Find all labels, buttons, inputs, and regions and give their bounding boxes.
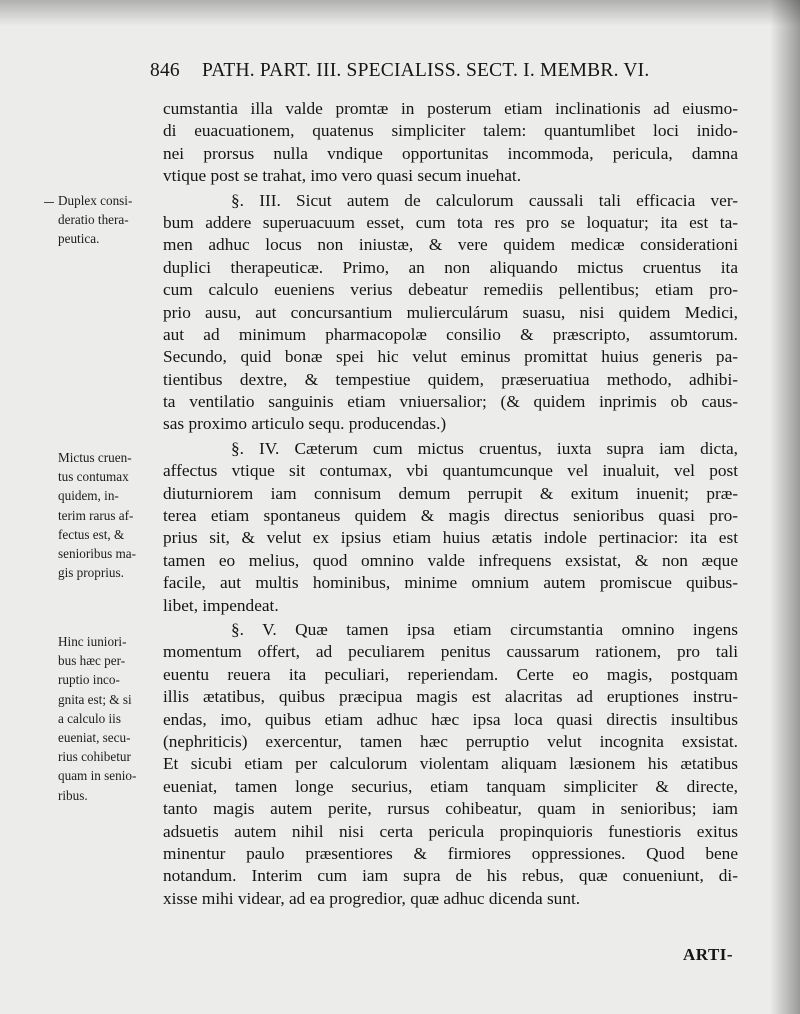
text-line: vtique post se trahat, imo vero quasi secum inuehat. [163, 166, 522, 186]
text-line: Et sicubi etiam per calculorum violentam aliquam læsionem his ætatibus [163, 754, 738, 774]
text-line: di euacuationem, quatenus simpliciter talem: quantumlibet loci inido- [163, 121, 738, 141]
margin-note-iunioribus [58, 632, 163, 805]
margin-note-line: a calculo iis [58, 710, 121, 726]
text-line: nei prorsus nulla vndique opportunitas incommoda, pericula, damna [163, 143, 738, 163]
margin-note-line: Mictus cruen- [58, 450, 132, 465]
text-line: (nephriticis) exercentur, tamen hæc perruptio velut incognita exsistat. [163, 731, 738, 751]
text-line: xisse mihi videar, ad ea progredior, quæ adhuc dicenda sunt. [163, 888, 581, 908]
text-line: men adhuc locus non iniustæ, & vere quidem medicæ considerationi [163, 235, 738, 255]
margin-note-line: tus contumax [58, 469, 129, 485]
text-line: libet, impendeat. [163, 595, 279, 615]
text-line: prius sit, & velut ex ipsius etiam huius ætatis indole pertinacior: ita est [163, 528, 738, 548]
margin-note-line: gnita est; & si [58, 691, 132, 707]
text-line: aut ad minimum pharmacopolæ consilio & præscripto, assumtorum. [163, 324, 738, 344]
text-line: duplici therapeuticæ. Primo, an non aliquando mictus cruentus ita [163, 257, 738, 277]
margin-note-line: rius cohibetur [58, 749, 131, 765]
text-line: tanto magis autem perite, rursus cohibeatur, quam in senioribus; iam [163, 799, 738, 819]
margin-note-therapeutic [58, 191, 163, 249]
margin-note-line: bus hæc per- [58, 653, 126, 669]
text-line: tientibus dextre, & tempestiue quidem, præseruatiua methodo, adhibi- [163, 369, 738, 389]
text-line: terea etiam spontaneus quidem & magis directus senioribus quasi pro- [163, 506, 738, 526]
text-line: tamen eo melius, quod omnino valde infrequens exsistat, & non æque [163, 550, 738, 570]
text-line: facile, aut multis hominibus, minime omnium autem promiscue quibus- [163, 573, 738, 593]
margin-dash [44, 202, 54, 203]
margin-note-line: Duplex consi- [58, 193, 133, 208]
margin-note-line: eueniat, secu- [58, 730, 131, 746]
section-3-start: §. III. Sicut autem de calculorum caussali tali efficacia ver- [231, 190, 738, 210]
margin-note-line: Hinc iuniori- [58, 634, 127, 649]
margin-note-line: quidem, in- [58, 488, 119, 504]
text-line: momentum offert, ad peculiarem penitus caussarum rationem, pro tali [163, 642, 738, 662]
section-5-start: §. V. Quæ tamen ipsa etiam circumstantia omnino ingens [231, 619, 738, 639]
margin-note-line: deratio thera- [58, 212, 129, 228]
margin-note-mictus [58, 448, 163, 582]
page-number: 846 [150, 60, 180, 81]
text-line: diuturniorem iam connisum demum perrupit & exitum inuenit; præ- [163, 483, 738, 503]
text-line: minentur paulo præsentiores & firmiores oppressiones. Quod bene [163, 843, 738, 863]
text-line: bum addere superuacuum esset, cum tota res pro se loquatur; ita est ta- [163, 212, 738, 232]
running-header [150, 60, 770, 88]
text-line: sas proximo articulo sequ. producendas.) [163, 414, 447, 434]
text-line: Secundo, quid bonæ spei hic velut eminus promittat huius generis pa- [163, 347, 738, 367]
text-line: illis ætatibus, quibus præcipua magis est alacritas ad eruptiones instru- [163, 687, 738, 707]
text-line: prio ausu, aut concursantium mulierculárum suasu, nisi quidem Medici, [163, 302, 738, 322]
margin-note-line: quam in senio- [58, 768, 137, 784]
text-line: affectus vtique sit contumax, vbi quantumcunque vel inualuit, vel post [163, 461, 738, 481]
text-line: endas, imo, quibus etiam adhuc hæc ipsa loca quasi directis insultibus [163, 709, 738, 729]
catchword: ARTI- [683, 945, 734, 964]
text-line: cum calculo eueniens verius debeatur remediis pellentibus; etiam pro- [163, 280, 738, 300]
margin-note-line: ribus. [58, 787, 88, 803]
section-4-start: §. IV. Cæterum cum mictus cruentus, iuxta supra iam dicta, [231, 438, 738, 458]
text-line: euentu reuera ita peculiari, reperiendam. Certe eo magis, postquam [163, 664, 738, 684]
text-line: ta ventilatio sanguinis etiam vniuersalior; (& quidem inprimis ob caus- [163, 392, 738, 412]
text-line: eueniat, tamen longe securius, etiam tanquam simpliciter & directe, [163, 776, 738, 796]
margin-note-line: peutica. [58, 231, 100, 247]
margin-note-line: fectus est, & [58, 526, 125, 542]
margin-note-line: terim rarus af- [58, 507, 134, 523]
running-title: PATH. PART. III. SPECIALISS. SECT. I. MEMBR. VI. [202, 60, 650, 81]
text-line: notandum. Interim cum iam supra de his rebus, quæ conueniunt, di- [163, 866, 738, 886]
margin-note-line: ruptio inco- [58, 672, 120, 688]
margin-note-line: gis proprius. [58, 565, 124, 581]
text-line: adsuetis autem nihil nisi certa pericula propinquioris funestioris exitus [163, 821, 738, 841]
margin-note-line: senioribus ma- [58, 546, 137, 562]
text-line: cumstantia illa valde promtæ in posterum etiam inclinationis ad eiusmo- [163, 99, 738, 118]
body-text [163, 98, 738, 910]
